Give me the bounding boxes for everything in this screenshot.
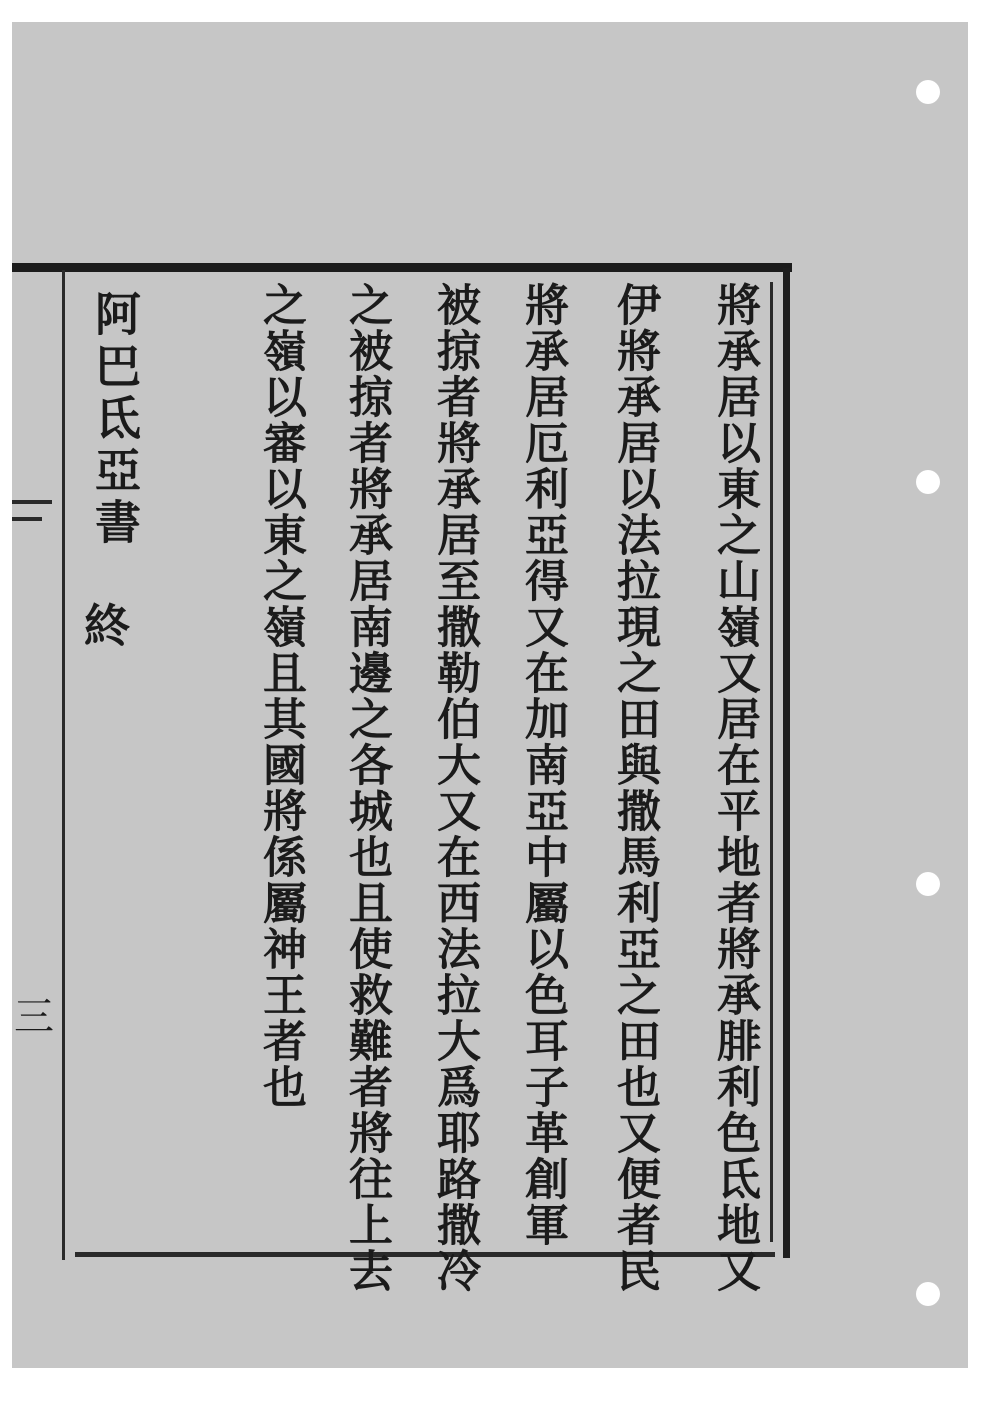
text-column: 將承居以東之山嶺又居在平地者將承腓利色氐地又	[709, 282, 760, 1294]
previous-page-strip	[12, 272, 58, 1262]
frame-left-border	[62, 270, 65, 1260]
punch-hole	[916, 80, 940, 104]
page-number: 三	[14, 994, 54, 1040]
scan-background	[12, 22, 968, 1368]
text-column: 將承居厄利亞得又在加南亞中屬以色耳子革創軍	[517, 282, 568, 1248]
frame-right-border	[783, 268, 790, 1258]
punch-hole	[916, 872, 940, 896]
end-mark: 終	[84, 599, 130, 653]
punch-hole	[916, 470, 940, 494]
frame-top-border	[12, 263, 792, 272]
text-column: 伊將承居以法拉現之田與撒馬利亞之田也又便者民	[609, 282, 660, 1294]
frame-bottom-border	[75, 1252, 775, 1257]
text-column: 被掠者將承居至撒勒伯大又在西法拉大爲耶路撒冷	[429, 282, 480, 1294]
text-column: 之被掠者將承居南邊之各城也且使救難者將往上去	[341, 282, 392, 1294]
text-column: 之嶺以審以東之嶺且其國將係屬神王者也	[255, 282, 306, 1110]
punch-hole	[916, 1282, 940, 1306]
book-title: 阿巴氐亞書	[88, 290, 142, 550]
frame-right-inner-line	[770, 282, 773, 1242]
